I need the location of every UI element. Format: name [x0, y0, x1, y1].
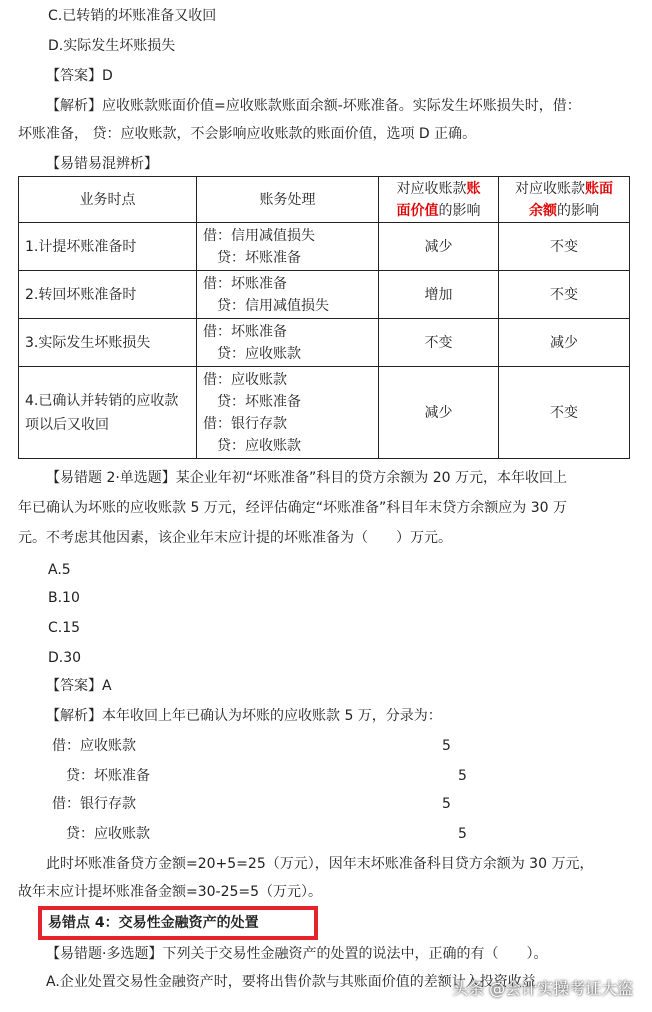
journal-entry-amount: 5 [442, 738, 451, 754]
header-book-value [379, 177, 499, 223]
entry-line: 借：银行存款 [203, 415, 287, 432]
section-4-question-stem: 【易错题·多选题】下列关于交易性金融资产的处置的说法中，正确的有（ ）。 [46, 946, 548, 962]
header-balance-red-2: 余额 [529, 202, 557, 219]
row-balance: 不变 [499, 271, 630, 319]
table-row [19, 319, 630, 367]
header-book-value-red-1: 账 [466, 180, 481, 197]
question-2-stem-c: 元。不考虑其他因素，该企业年末应计提的坏账准备为（ ）万元。 [18, 530, 452, 546]
journal-entry-amount: 5 [442, 796, 451, 812]
header-balance [499, 177, 630, 223]
confusion-title: 【易错易混辨析】 [46, 156, 158, 172]
header-book-value-pre: 对应收账款 [396, 180, 467, 197]
row-balance: 不变 [499, 367, 630, 459]
entry-line: 借：应收账款 [203, 371, 287, 388]
question-2-option-d: D.30 [48, 650, 82, 666]
question-2-option-b: B.10 [48, 590, 80, 606]
journal-entry-text: 借：银行存款 [52, 796, 136, 812]
entry-line: 贷：坏账准备 [217, 393, 301, 410]
header-accounting: 账务处理 [197, 177, 379, 223]
header-business-point: 业务时点 [19, 177, 197, 223]
confusion-table [18, 176, 630, 459]
row-point: 1.计提坏账准备时 [19, 223, 197, 271]
row-book-value: 增加 [379, 271, 499, 319]
calculation-line-b: 故年末应计提坏账准备金额=30-25=5（万元）。 [18, 884, 323, 900]
header-balance-pre: 对应收账款 [515, 180, 585, 197]
header-book-value-red-2: 面价值 [396, 202, 439, 219]
table-header-row [19, 177, 630, 223]
journal-entry-amount: 5 [458, 768, 467, 784]
analysis-2-intro: 【解析】本年收回上年已确认为坏账的应收账款 5 万，分录为： [46, 708, 442, 724]
row-book-value: 不变 [379, 319, 499, 367]
row-book-value: 减少 [379, 367, 499, 459]
header-balance-post: 的影响 [557, 202, 599, 219]
question-2-option-c: C.15 [48, 620, 81, 636]
section-4-option-a: A.企业处置交易性金融资产时，要将出售价款与其账面价值的差额计入投资收益 [46, 974, 536, 990]
row-point: 3.实际发生坏账损失 [19, 319, 197, 367]
entry-line: 借：坏账准备 [203, 323, 287, 340]
answer-2: 【答案】A [46, 678, 112, 694]
answer-1: 【答案】D [46, 68, 113, 84]
row-entries [197, 319, 379, 367]
journal-entry-amount: 5 [458, 826, 467, 842]
row-point: 4.已确认并转销的应收款项以后又收回 [19, 367, 197, 459]
journal-entry-text: 借：应收账款 [52, 738, 136, 754]
analysis-1-line-a: 【解析】应收账款账面价值=应收账款账面余额-坏账准备。实际发生坏账损失时，借： [46, 98, 581, 114]
journal-entry-text: 贷：坏账准备 [66, 768, 150, 784]
watermark: 头条 @会计实操考证大盗 [452, 979, 634, 998]
row-entries [197, 271, 379, 319]
header-book-value-post: 的影响 [438, 202, 481, 219]
calculation-line-a: 此时坏账准备贷方金额=20+5=25（万元），因年末坏账准备科目贷方余额为 30 万元， [46, 856, 594, 872]
journal-entry-text: 贷：应收账款 [66, 826, 150, 842]
section-4-heading: 易错点 4：交易性金融资产的处置 [48, 915, 259, 931]
analysis-1-line-b: 坏账准备， 贷：应收账款，不会影响应收账款的账面价值，选项 D 正确。 [18, 126, 477, 142]
entry-line: 贷：信用减值损失 [217, 297, 329, 314]
table-row [19, 271, 630, 319]
row-entries [197, 367, 379, 459]
table-row [19, 367, 630, 459]
entry-line: 借：坏账准备 [203, 275, 287, 292]
question-2-stem-b: 年已确认为坏账的应收账款 5 万元，经评估确定“坏账准备”科目年末贷方余额应为 30 万 [18, 500, 568, 516]
row-point: 2.转回坏账准备时 [19, 271, 197, 319]
entry-line: 贷：坏账准备 [217, 249, 301, 266]
row-balance: 减少 [499, 319, 630, 367]
table-row [19, 223, 630, 271]
entry-line: 贷：应收账款 [217, 345, 301, 362]
header-balance-red-1: 账面 [585, 180, 613, 197]
entry-line: 贷：应收账款 [217, 437, 301, 454]
option-d: D.实际发生坏账损失 [48, 38, 176, 54]
entry-line: 借：信用减值损失 [203, 227, 315, 244]
question-2-option-a: A.5 [48, 562, 71, 578]
row-entries [197, 223, 379, 271]
question-2-stem-a: 【易错题 2·单选题】某企业年初“坏账准备”科目的贷方余额为 20 万元，本年收回上 [46, 470, 568, 486]
row-balance: 不变 [499, 223, 630, 271]
row-book-value: 减少 [379, 223, 499, 271]
option-c: C.已转销的坏账准备又收回 [48, 8, 217, 24]
